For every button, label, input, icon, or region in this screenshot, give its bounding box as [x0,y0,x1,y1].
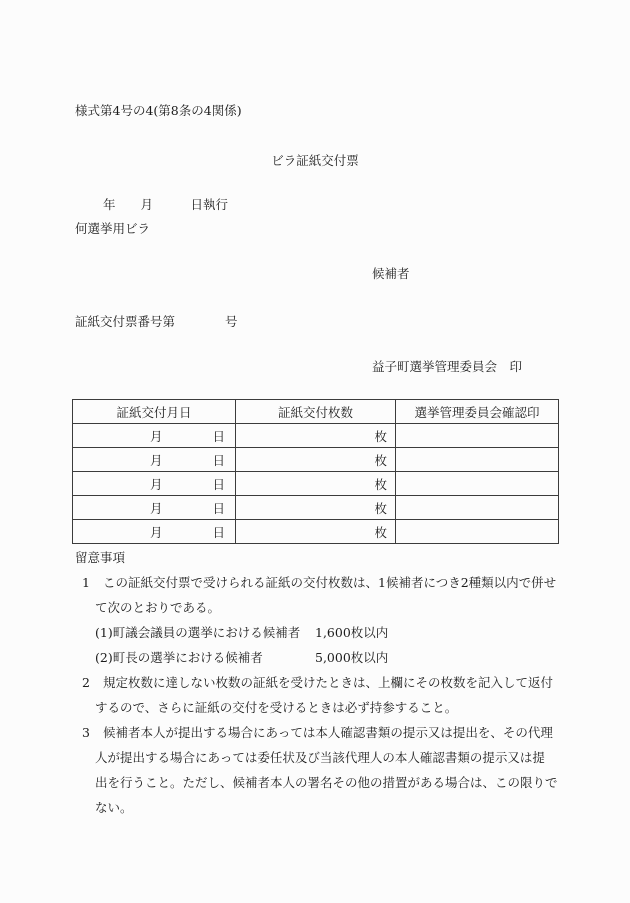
col-header-committee-seal: 選挙管理委員会確認印 [396,400,559,424]
sub-item-label: (1)町議会議員の選挙における候補者 [95,625,301,640]
election-flyer-label: 何選挙用ビラ [75,221,151,236]
note-line: するので、さらに証紙の交付を受けるときは必ず持参すること。 [95,700,458,715]
note-item-3 [75,720,567,820]
note-line: 規定枚数に達しない枚数の証紙を受けたときは、上欄にその枚数を記入して返付 [103,675,554,690]
cell-issue-date: 月 日 [73,520,236,544]
note-line: 人が提出する場合にあっては委任状及び当該代理人の本人確認書類の提示又は提 [95,750,545,765]
col-header-issue-date: 証紙交付月日 [73,400,236,424]
form-number: 様式第4号の4(第8条の4関係) [75,103,242,118]
notes-heading: 留意事項 [75,550,126,565]
cell-issue-count: 枚 [236,496,396,520]
cell-confirm-seal [396,496,559,520]
notes-section [75,545,567,820]
candidate-label: 候補者 [372,266,410,281]
note-line: この証紙交付票で受けられる証紙の交付枚数は、1候補者につき2種類以内で併せ [103,575,557,590]
sub-item-label: (2)町長の選挙における候補者 [95,650,263,665]
cell-confirm-seal [396,472,559,496]
cell-issue-count: 枚 [236,472,396,496]
col-header-issue-count: 証紙交付枚数 [236,400,396,424]
table-row [73,424,559,448]
execution-date-line: 年 月 日執行 [103,197,229,212]
cell-issue-count: 枚 [236,424,396,448]
table-row [73,496,559,520]
note-line: 出を行うこと。ただし、候補者本人の署名その他の措置がある場合は、この限りで [95,775,558,790]
table-row [73,520,559,544]
page-title: ビラ証紙交付票 [271,153,359,168]
table-header-row [73,400,559,424]
note-line: て次のとおりである。 [95,600,221,615]
table-row [73,448,559,472]
sub-item-amount: 5,000枚以内 [315,650,389,665]
note-number: 1 [82,575,90,590]
sub-item-amount: 1,600枚以内 [315,625,389,640]
cell-issue-count: 枚 [236,520,396,544]
note-sub-item-1 [95,620,567,645]
cell-issue-date: 月 日 [73,472,236,496]
cell-issue-date: 月 日 [73,448,236,472]
note-number: 2 [82,675,90,690]
cell-confirm-seal [396,424,559,448]
note-item-1 [75,570,567,670]
cell-issue-date: 月 日 [73,424,236,448]
note-line: ない。 [95,800,133,815]
cell-confirm-seal [396,448,559,472]
stamp-issuance-table [72,399,559,544]
table-row [73,472,559,496]
note-number: 3 [82,725,90,740]
note-item-2 [75,670,567,720]
committee-seal-line: 益子町選挙管理委員会 印 [372,359,523,374]
note-sub-item-2 [95,645,567,670]
cell-issue-count: 枚 [236,448,396,472]
slip-number-line: 証紙交付票番号第 号 [75,314,238,329]
cell-issue-date: 月 日 [73,496,236,520]
note-line: 候補者本人が提出する場合にあっては本人確認書類の提示又は提出を、その代理 [103,725,553,740]
cell-confirm-seal [396,520,559,544]
